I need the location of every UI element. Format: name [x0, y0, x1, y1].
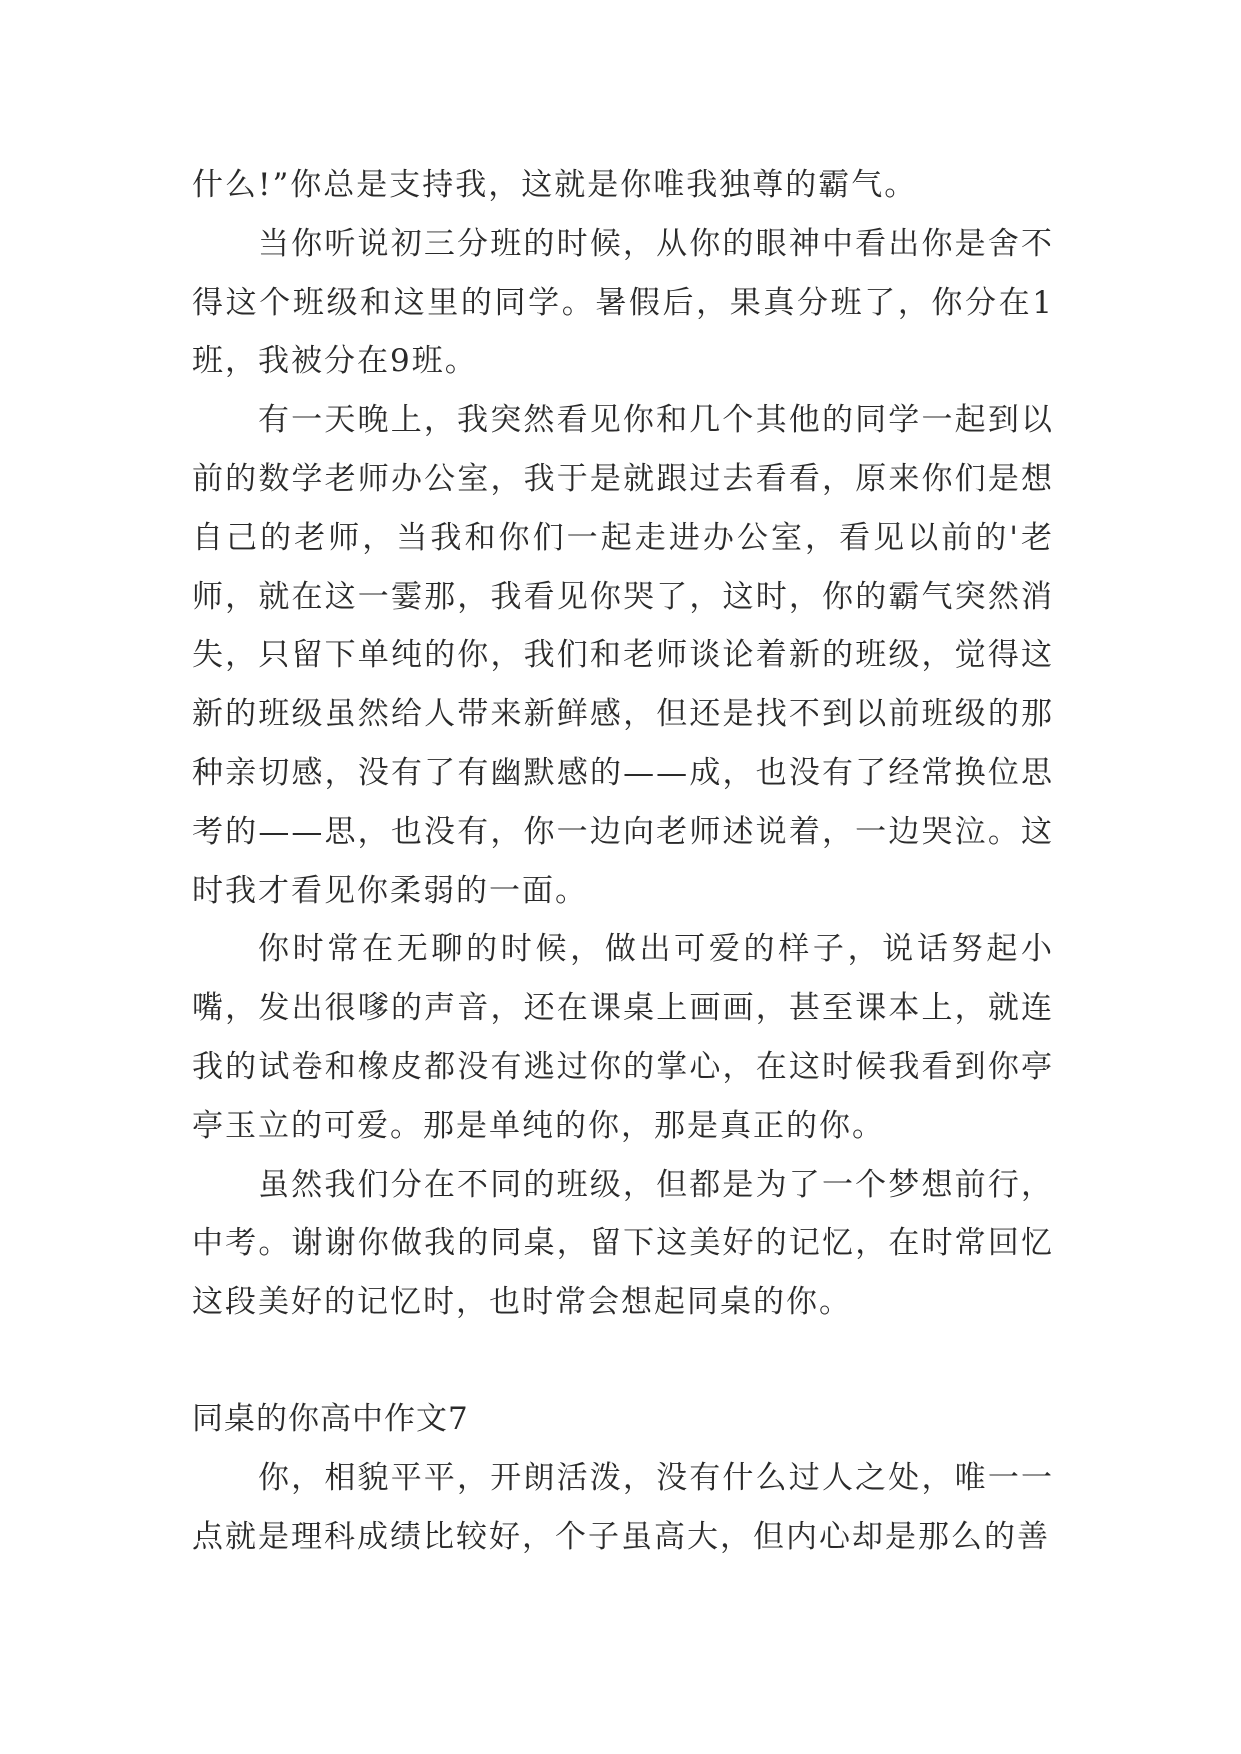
document-body	[192, 156, 1054, 1566]
paragraph-class-split: 当你听说初三分班的时候，从你的眼神中看出你是舍不得这个班级和这里的同学。暑假后，果真分班了，你分在1班，我被分在9班。	[192, 225, 1054, 380]
paragraph-cute-side: 你时常在无聊的时候，做出可爱的样子，说话努起小嘴，发出很嗲的声音，还在课桌上画画，甚至课本上，就连我的试卷和橡皮都没有逃过你的掌心，在这时候我看到你亭亭玉立的可爱。那是单纯的你，那是真正的你。	[192, 931, 1054, 1144]
essay-heading: 同桌的你高中作文7	[192, 1400, 469, 1437]
paragraph-teacher-office: 有一天晚上，我突然看见你和几个其他的同学一起到以前的数学老师办公室，我于是就跟过去看看，原来你们是想自己的老师，当我和你们一起走进办公室，看见以前的'老师，就在这一霎那，我看见你哭了，这时，你的霸气突然消失，只留下单纯的你，我们和老师谈论着新的班级，觉得这新的班级虽然给人带来新鲜感，但还是找不到以前班级的那种亲切感，没有了有幽默感的——成，也没有了经常换位思考的——思，也没有，你一边向老师述说着，一边哭泣。这时我才看见你柔弱的一面。	[192, 402, 1054, 909]
paragraph-continuation: 什么!”你总是支持我，这就是你唯我独尊的霸气。	[192, 167, 918, 203]
paragraph-closing: 虽然我们分在不同的班级，但都是为了一个梦想前行，中考。谢谢你做我的同桌，留下这美好的记忆，在时常回忆这段美好的记忆时，也时常会想起同桌的你。	[192, 1166, 1054, 1321]
paragraph-essay-7-intro: 你，相貌平平，开朗活泼，没有什么过人之处，唯一一点就是理科成绩比较好，个子虽高大，但内心却是那么的善	[192, 1459, 1054, 1555]
